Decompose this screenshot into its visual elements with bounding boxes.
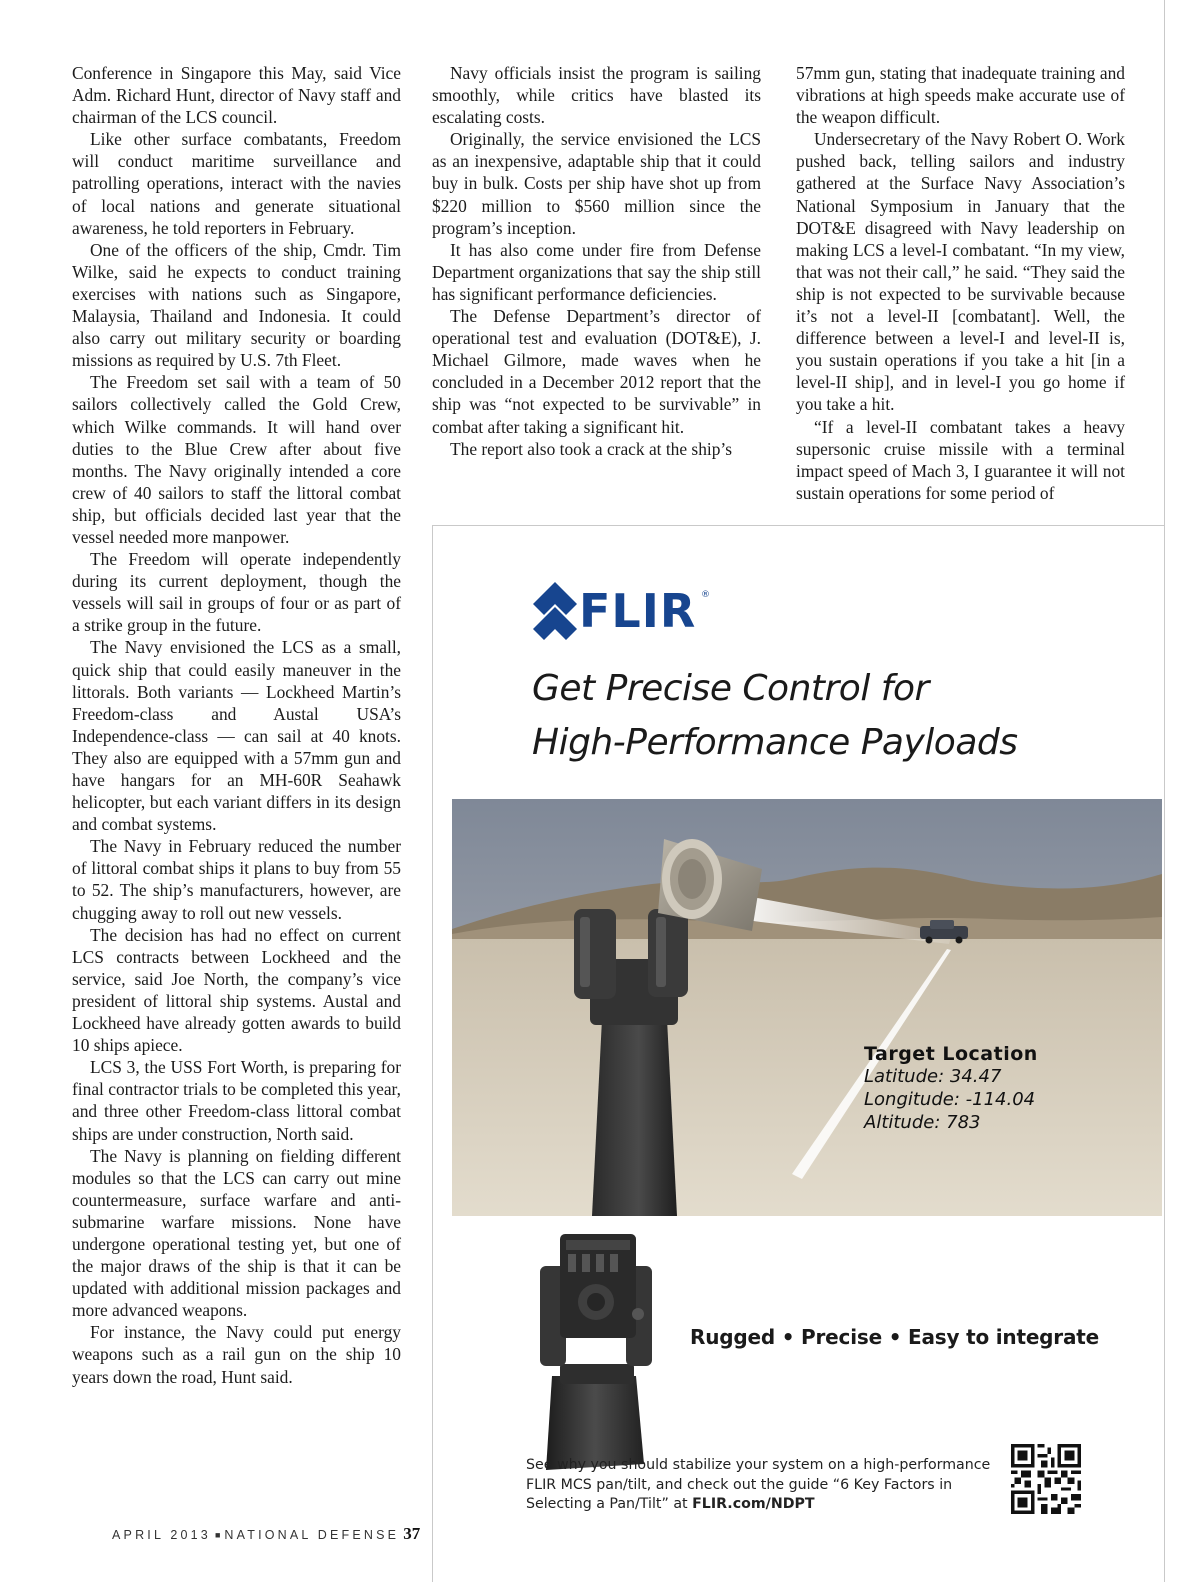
paragraph: Conference in Singapore this May, said Vice Adm. Richard Hunt, director of Navy staff and chairman of the LCS council. <box>72 63 401 128</box>
registered-mark: ® <box>701 590 710 600</box>
article-column-2 <box>432 62 761 460</box>
footer-date: APRIL 2013 <box>112 1528 211 1542</box>
page-number: 37 <box>403 1524 421 1543</box>
cta-line-2: FLIR MCS pan/tilt, and check out the guide “6 Key Factors in <box>526 1476 953 1493</box>
paragraph: 57mm gun, stating that inadequate training and vibrations at high speeds make accurate use of the weapon difficult. <box>796 63 1125 128</box>
paragraph: “If a level-II combatant takes a heavy supersonic cruise missile with a terminal impact speed of Mach 3, I guarantee it will not sustain operations for some period of <box>796 416 1125 503</box>
paragraph: Like other surface combatants, Freedom will conduct maritime surveillance and patrolling operations, interact with the navies of local nations and generate situational awareness, he told reporters in February. <box>72 129 401 238</box>
paragraph: It has also come under fire from Defense Department organizations that say the ship still has significant performance deficiencies. <box>432 239 761 304</box>
qr-code-icon[interactable] <box>1011 1444 1081 1514</box>
ad-call-to-action <box>526 1456 1006 1515</box>
article-column-1 <box>72 62 401 1388</box>
paragraph: For instance, the Navy could put energy weapons such as a rail gun on the ship 10 years down the road, Hunt said. <box>72 1322 401 1387</box>
paragraph: LCS 3, the USS Fort Worth, is preparing for final contractor trials to be completed this year, and three other Freedom-class littoral combat ships are under construction, North said. <box>72 1057 401 1144</box>
paragraph: The report also took a crack at the ship’s <box>450 438 733 459</box>
article-column-3 <box>796 62 1125 504</box>
flir-diamond-icon <box>533 582 577 640</box>
flir-logo <box>533 586 713 646</box>
headline-line-1: Get Precise Control for <box>532 668 929 709</box>
ad-hero-image <box>452 799 1162 1216</box>
target-location-overlay <box>864 1043 1038 1134</box>
cta-line-3-text: Selecting a Pan/Tilt” at <box>526 1496 693 1512</box>
paragraph: The decision has had no effect on current LCS contracts between Lockheed and the service, said Joe North, the company’s vice president of littoral ship systems. Austal and Lockheed have already gotten awards to build 10 ships apiece. <box>72 924 401 1056</box>
headline-line-2: High-Performance Payloads <box>532 722 1018 763</box>
footer-publication: NATIONAL DEFENSE <box>224 1528 400 1542</box>
paragraph: The Defense Department’s director of operational test and evaluation (DOT&E), J. Michael Gilmore, made waves when he concluded in a December 2012 report that the ship was “not expected to be survivable” in combat after taking a significant hit. <box>432 306 761 437</box>
paragraph: The Freedom will operate independently during its current deployment, though the vessels will sail in groups of four or as part of a strike group in the future. <box>72 549 401 636</box>
ad-tagline: Rugged • Precise • Easy to integrate <box>690 1325 1099 1349</box>
paragraph: The Navy in February reduced the number of littoral combat ships it plans to buy from 55 to 52. The ship’s manufacturers, however, are chugging away to roll out new vessels. <box>72 836 401 923</box>
page-edge-rule <box>1164 0 1165 1582</box>
latitude-readout: Latitude: 34.47 <box>864 1066 1002 1087</box>
paragraph: One of the officers of the ship, Cmdr. Tim Wilke, said he expects to conduct training exercises with nations such as Singapore, Malaysia, Thailand and Indonesia. It could also carry out military security or boarding missions as required by U.S. 7th Fleet. <box>72 239 401 371</box>
ad-headline <box>532 662 1152 770</box>
page-footer <box>112 1524 420 1544</box>
pan-tilt-device-image <box>526 1226 676 1480</box>
cta-line-1: See why you should stabilize your system on a high-performance <box>526 1457 991 1473</box>
paragraph: The Navy is planning on fielding different modules so that the LCS can carry out mine countermeasure, surface warfare and anti-submarine warfare missions. None have undergone operational testing yet, but one of the major draws of the ship is that it can be updated with additional mission packages and more advanced weapons. <box>72 1145 401 1321</box>
footer-separator: ■ <box>214 1530 221 1540</box>
paragraph: Originally, the service envisioned the LCS as an inexpensive, adaptable ship that it could buy in bulk. Costs per ship have shot up from $220 million to $560 million since the program’s inception. <box>432 129 761 238</box>
paragraph: Undersecretary of the Navy Robert O. Work pushed back, telling sailors and industry gathered at the Surface Navy Association’s National Symposium in January that the DOT&E disagreed with Navy leadership on making LCS a level-I combatant. “In my view, that was not their call,” he said. “They said the ship is not expected to be survivable because it’s not a level-II [combatant]. Well, the difference between a level-I and level-II is, you sustain operations if you take a hit [in a level-II ship], and in level-I you go home if you take a hit. <box>796 129 1125 415</box>
longitude-readout: Longitude: -114.04 <box>864 1089 1036 1110</box>
cta-line-3 <box>526 1495 1006 1515</box>
paragraph: The Freedom set sail with a team of 50 sailors collectively called the Gold Crew, which Wilke commands. It will hand over duties to the Blue Crew after about five months. The Navy originally intended a core crew of 40 sailors to staff the littoral combat ship, but officials decided last year that the vessel needed more manpower. <box>72 372 401 547</box>
paragraph: Navy officials insist the program is sailing smoothly, while critics have blasted its escalating costs. <box>432 63 761 128</box>
paragraph: The Navy envisioned the LCS as a small, quick ship that could easily maneuver in the littorals. Both variants — Lockheed Martin’s Freedom-class and Austal USA’s Independence-class — can sail at 40 knots. They also are equipped with a 57mm gun and have hangars for an MH-60R Seahawk helicopter, but each variant differs in its design and combat systems. <box>72 637 401 835</box>
target-location-title: Target Location <box>864 1043 1038 1065</box>
flir-wordmark: FLIR <box>579 584 697 638</box>
ad-url-link[interactable]: FLIR.com/NDPT <box>692 1496 815 1512</box>
altitude-readout: Altitude: 783 <box>864 1112 981 1133</box>
